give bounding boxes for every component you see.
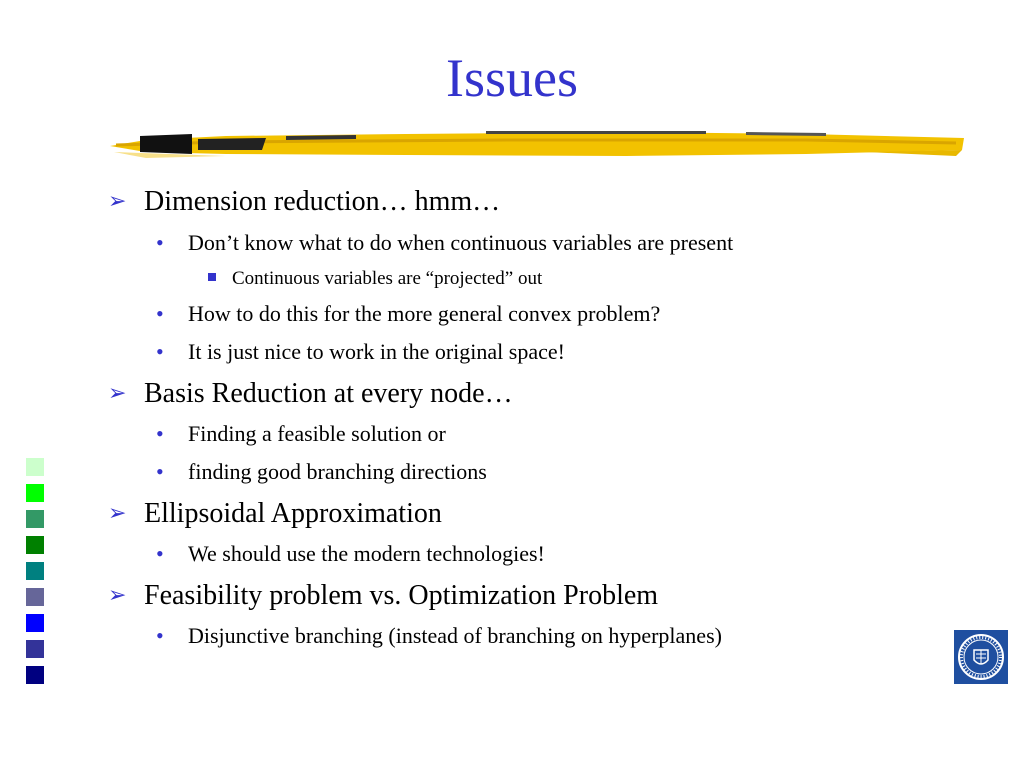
bullet-text: Feasibility problem vs. Optimization Problem — [144, 580, 659, 611]
dot-bullet-icon: • — [156, 541, 164, 566]
bullet-item — [208, 267, 542, 291]
color-square — [26, 536, 44, 554]
dot-bullet-icon: • — [156, 421, 164, 446]
dot-bullet-icon: • — [156, 623, 164, 648]
dot-bullet-icon: • — [156, 339, 164, 364]
dot-bullet-icon: • — [156, 230, 164, 255]
color-square — [26, 458, 44, 476]
bullet-item — [156, 622, 722, 650]
bullet-item — [108, 578, 658, 616]
dot-bullet-icon: • — [156, 459, 164, 484]
bullet-text: It is just nice to work in the original space! — [188, 339, 565, 364]
arrow-bullet-icon: ➢ — [108, 501, 127, 526]
square-bullet-icon — [208, 273, 216, 281]
color-square — [26, 614, 44, 632]
arrow-bullet-icon: ➢ — [108, 189, 127, 214]
color-square — [26, 484, 44, 502]
bullet-text: finding good branching directions — [188, 459, 487, 484]
bullet-item — [156, 300, 660, 328]
bullet-item — [156, 420, 446, 448]
bullet-text: Finding a feasible solution or — [188, 421, 446, 446]
color-square — [26, 640, 44, 658]
bullet-text: Dimension reduction… hmm… — [144, 186, 501, 217]
bullet-item — [156, 338, 565, 366]
bullet-text: How to do this for the more general convex problem? — [188, 301, 661, 326]
dot-bullet-icon: • — [156, 301, 164, 326]
bullet-text: Disjunctive branching (instead of branching on hyperplanes) — [188, 623, 722, 648]
color-square — [26, 588, 44, 606]
decorative-color-squares — [26, 458, 44, 692]
bullet-text: We should use the modern technologies! — [188, 541, 545, 566]
bullet-item — [156, 458, 487, 486]
bullet-text: Don’t know what to do when continuous variables are present — [188, 230, 734, 255]
color-square — [26, 562, 44, 580]
bullet-text: Ellipsoidal Approximation — [144, 498, 442, 529]
bullet-text: Basis Reduction at every node… — [144, 378, 513, 409]
arrow-bullet-icon: ➢ — [108, 381, 127, 406]
university-seal-icon — [954, 630, 1008, 684]
bullet-item — [108, 496, 442, 534]
bullet-item — [156, 229, 733, 257]
slide-title: Issues — [446, 48, 578, 108]
bullet-item — [108, 184, 500, 222]
arrow-bullet-icon: ➢ — [108, 583, 127, 608]
bullet-item — [156, 540, 545, 568]
bullet-text: Continuous variables are “projected” out — [232, 268, 543, 289]
color-square — [26, 666, 44, 684]
color-square — [26, 510, 44, 528]
bullet-item — [108, 376, 513, 414]
